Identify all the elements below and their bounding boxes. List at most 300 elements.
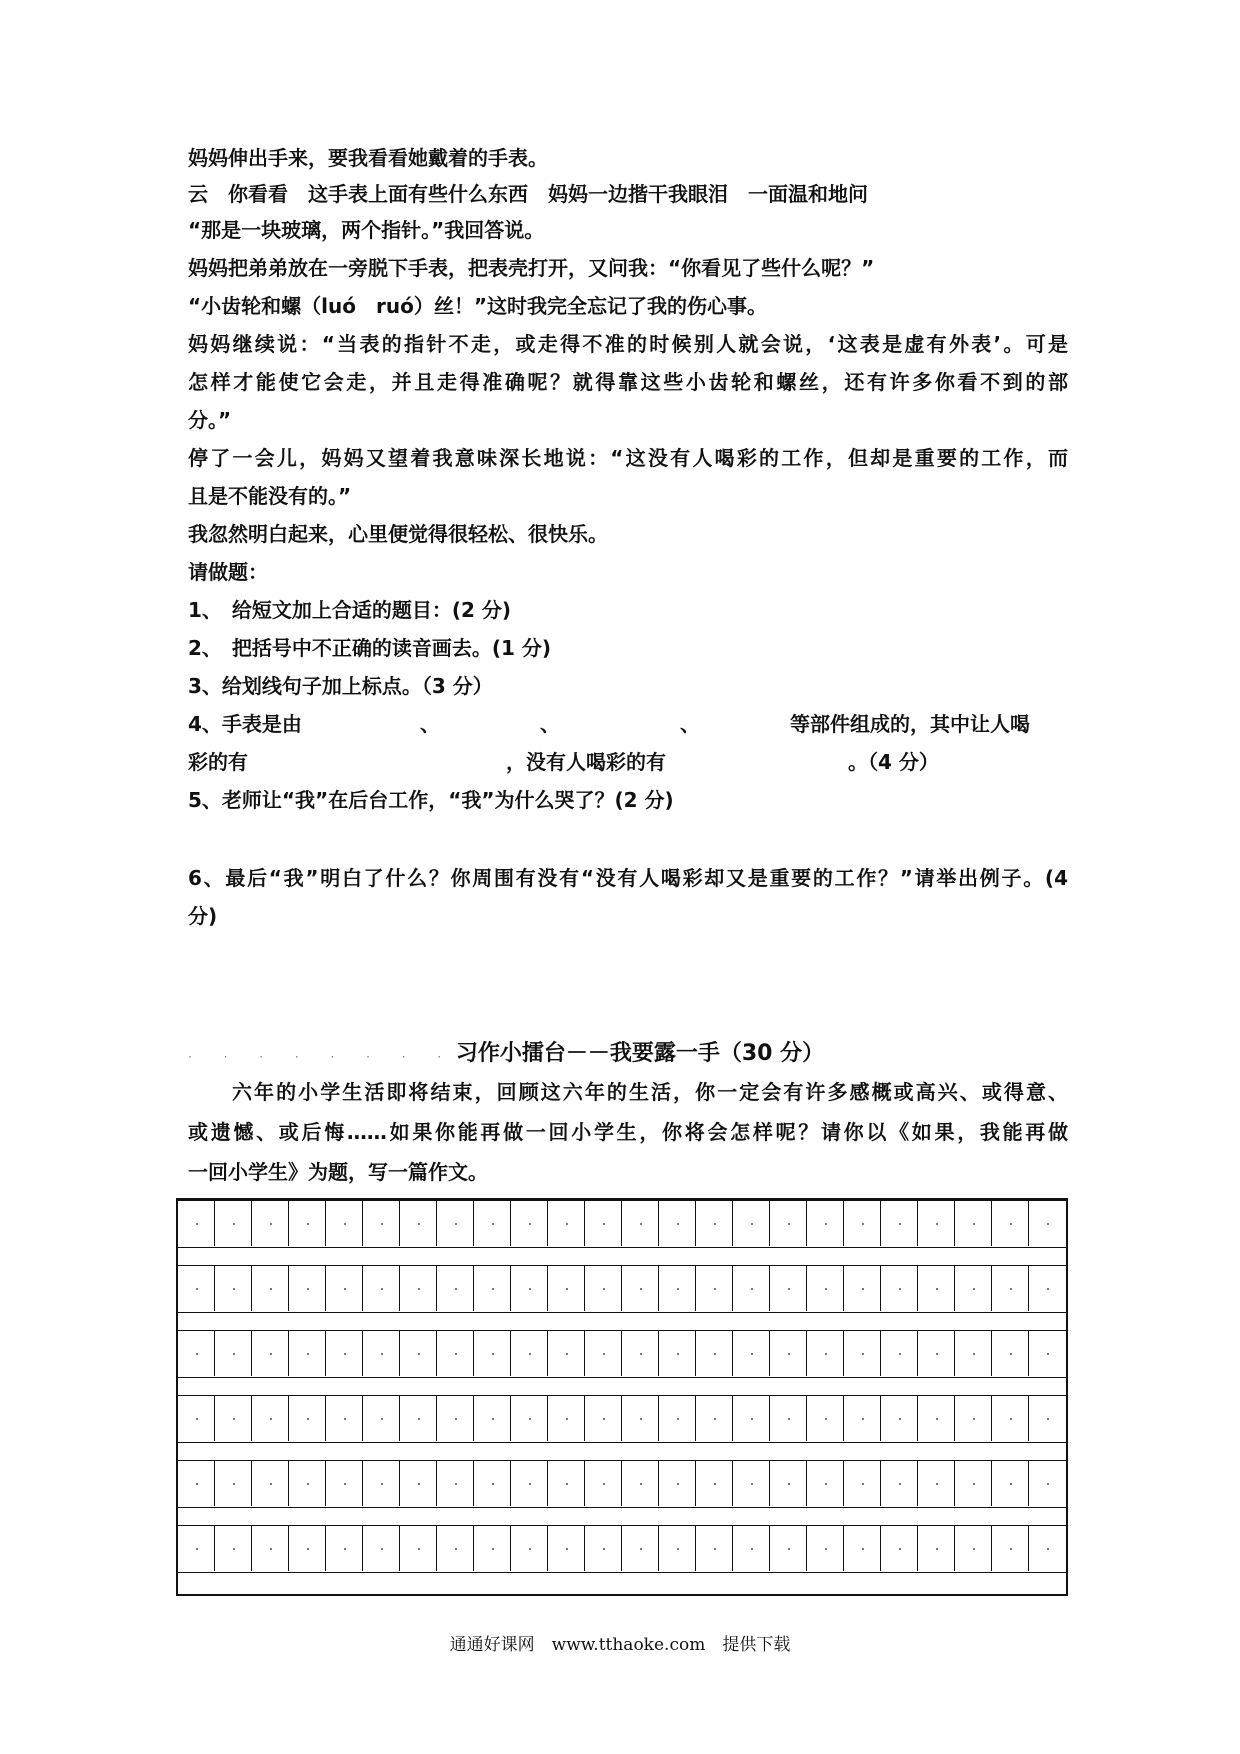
grid-dot bbox=[566, 1418, 568, 1420]
writing-grid-cell[interactable] bbox=[770, 1461, 807, 1506]
grid-dot bbox=[788, 1418, 790, 1420]
writing-grid-cell[interactable] bbox=[326, 1331, 363, 1376]
writing-grid-cell[interactable] bbox=[363, 1396, 400, 1441]
writing-grid-cell[interactable] bbox=[400, 1526, 437, 1571]
writing-grid-cell[interactable] bbox=[511, 1461, 548, 1506]
writing-grid-cell[interactable] bbox=[289, 1201, 326, 1246]
writing-grid-cell[interactable] bbox=[881, 1266, 918, 1311]
writing-grid-cell[interactable] bbox=[992, 1331, 1029, 1376]
grid-dot bbox=[492, 1223, 494, 1225]
grid-dot bbox=[344, 1353, 346, 1355]
writing-grid-cell[interactable] bbox=[474, 1266, 511, 1311]
writing-grid-cell[interactable] bbox=[548, 1266, 585, 1311]
writing-grid-cell[interactable] bbox=[696, 1331, 733, 1376]
writing-grid-cell[interactable] bbox=[659, 1461, 696, 1506]
grid-dot bbox=[270, 1548, 272, 1550]
writing-grid-cell[interactable] bbox=[363, 1526, 400, 1571]
passage-line: 怎样才能使它会走，并且走得准确呢？就得靠这些小齿轮和螺丝，还有许多你看不到的部 bbox=[188, 370, 1068, 394]
question-4-separator: 、 bbox=[540, 712, 560, 736]
writing-grid-cell[interactable] bbox=[881, 1461, 918, 1506]
grid-dot bbox=[936, 1353, 938, 1355]
writing-grid-cell[interactable] bbox=[696, 1461, 733, 1506]
writing-grid[interactable] bbox=[176, 1198, 1068, 1596]
writing-grid-cell[interactable] bbox=[622, 1526, 659, 1571]
writing-grid-cell[interactable] bbox=[215, 1331, 252, 1376]
writing-grid-cell[interactable] bbox=[881, 1396, 918, 1441]
footer: 通通好课网 www.tthaoke.com 提供下载 bbox=[449, 1635, 791, 1655]
grid-dot bbox=[344, 1418, 346, 1420]
grid-dot bbox=[196, 1353, 198, 1355]
writing-grid-cell[interactable] bbox=[252, 1396, 289, 1441]
writing-grid-cell[interactable] bbox=[252, 1461, 289, 1506]
composition-prompt: 六年的小学生活即将结束，回顾这六年的生活，你一定会有许多感概或高兴、或得意、 bbox=[232, 1080, 1068, 1104]
writing-grid-cell[interactable] bbox=[511, 1331, 548, 1376]
leader-dots: · · · · · · · · · bbox=[188, 1050, 491, 1064]
grid-dot bbox=[566, 1288, 568, 1290]
grid-dot bbox=[899, 1548, 901, 1550]
writing-grid-cell[interactable] bbox=[659, 1266, 696, 1311]
writing-grid-cell[interactable] bbox=[252, 1331, 289, 1376]
grid-dot bbox=[196, 1288, 198, 1290]
grid-dot bbox=[1010, 1223, 1012, 1225]
grid-dot bbox=[492, 1288, 494, 1290]
writing-grid-cell[interactable] bbox=[548, 1461, 585, 1506]
grid-dot bbox=[714, 1418, 716, 1420]
grid-dot bbox=[529, 1353, 531, 1355]
writing-grid-cell[interactable] bbox=[1029, 1461, 1066, 1506]
grid-dot bbox=[455, 1548, 457, 1550]
grid-dot bbox=[1047, 1483, 1049, 1485]
writing-grid-cell[interactable] bbox=[252, 1526, 289, 1571]
grid-dot bbox=[233, 1418, 235, 1420]
grid-dot bbox=[233, 1548, 235, 1550]
grid-dot bbox=[640, 1223, 642, 1225]
writing-grid-cell[interactable] bbox=[881, 1201, 918, 1246]
grid-dot bbox=[677, 1483, 679, 1485]
grid-dot bbox=[344, 1288, 346, 1290]
writing-grid-cell[interactable] bbox=[437, 1461, 474, 1506]
writing-grid-cell[interactable] bbox=[622, 1201, 659, 1246]
grid-dot bbox=[455, 1288, 457, 1290]
grid-dot bbox=[603, 1223, 605, 1225]
grid-dot bbox=[1047, 1288, 1049, 1290]
writing-grid-cell[interactable] bbox=[289, 1396, 326, 1441]
writing-grid-cell[interactable] bbox=[326, 1266, 363, 1311]
writing-grid-cell[interactable] bbox=[326, 1201, 363, 1246]
writing-grid-cell[interactable] bbox=[733, 1331, 770, 1376]
writing-grid-cell[interactable] bbox=[918, 1266, 955, 1311]
writing-grid-cell[interactable] bbox=[215, 1201, 252, 1246]
grid-dot bbox=[899, 1353, 901, 1355]
grid-dot bbox=[455, 1353, 457, 1355]
grid-dot bbox=[455, 1483, 457, 1485]
writing-grid-cell[interactable] bbox=[400, 1266, 437, 1311]
writing-grid-row bbox=[178, 1200, 1066, 1248]
grid-dot bbox=[714, 1288, 716, 1290]
grid-dot bbox=[862, 1353, 864, 1355]
writing-grid-cell[interactable] bbox=[548, 1201, 585, 1246]
grid-dot bbox=[825, 1483, 827, 1485]
writing-grid-cell[interactable] bbox=[992, 1266, 1029, 1311]
writing-grid-cell[interactable] bbox=[696, 1396, 733, 1441]
writing-grid-cell[interactable] bbox=[474, 1461, 511, 1506]
writing-grid-cell[interactable] bbox=[844, 1266, 881, 1311]
grid-dot bbox=[640, 1353, 642, 1355]
question-6-cont: 分) bbox=[188, 904, 218, 928]
writing-grid-cell[interactable] bbox=[178, 1331, 215, 1376]
writing-grid-cell[interactable] bbox=[1029, 1331, 1066, 1376]
passage-line: 妈妈把弟弟放在一旁脱下手表，把表壳打开，又问我：“你看见了些什么呢？” bbox=[188, 256, 875, 280]
writing-grid-cell[interactable] bbox=[955, 1396, 992, 1441]
grid-dot bbox=[714, 1483, 716, 1485]
writing-grid-cell[interactable] bbox=[215, 1526, 252, 1571]
grid-dot bbox=[936, 1548, 938, 1550]
writing-grid-cell[interactable] bbox=[437, 1331, 474, 1376]
grid-dot bbox=[714, 1353, 716, 1355]
writing-grid-cell[interactable] bbox=[696, 1201, 733, 1246]
writing-grid-cell[interactable] bbox=[622, 1461, 659, 1506]
writing-grid-cell[interactable] bbox=[548, 1526, 585, 1571]
grid-dot bbox=[751, 1223, 753, 1225]
grid-dot bbox=[418, 1288, 420, 1290]
grid-dot bbox=[307, 1353, 309, 1355]
grid-dot bbox=[233, 1223, 235, 1225]
writing-grid-cell[interactable] bbox=[733, 1461, 770, 1506]
grid-dot bbox=[862, 1548, 864, 1550]
writing-grid-cell[interactable] bbox=[918, 1396, 955, 1441]
writing-grid-cell[interactable] bbox=[585, 1266, 622, 1311]
writing-grid-cell[interactable] bbox=[585, 1461, 622, 1506]
writing-grid-cell[interactable] bbox=[696, 1266, 733, 1311]
grid-dot bbox=[825, 1288, 827, 1290]
grid-dot bbox=[418, 1548, 420, 1550]
grid-dot bbox=[788, 1483, 790, 1485]
composition-prompt: 或遗憾、或后悔……如果你能再做一回小学生，你将会怎样呢？请你以《如果，我能再做 bbox=[188, 1120, 1068, 1144]
writing-grid-cell[interactable] bbox=[400, 1201, 437, 1246]
grid-dot bbox=[862, 1418, 864, 1420]
passage-line: “那是一块玻璃，两个指针。”我回答说。 bbox=[188, 218, 545, 242]
question-1: 1、 给短文加上合适的题目：(2 分) bbox=[188, 598, 512, 622]
grid-dot bbox=[307, 1288, 309, 1290]
composition-prompt: 一回小学生》为题，写一篇作文。 bbox=[188, 1160, 488, 1184]
writing-grid-cell[interactable] bbox=[955, 1331, 992, 1376]
grid-dot bbox=[825, 1418, 827, 1420]
writing-grid-cell[interactable] bbox=[585, 1526, 622, 1571]
grid-dot bbox=[640, 1288, 642, 1290]
grid-dot bbox=[640, 1548, 642, 1550]
writing-grid-cell[interactable] bbox=[992, 1201, 1029, 1246]
grid-dot bbox=[492, 1353, 494, 1355]
writing-grid-cell[interactable] bbox=[363, 1266, 400, 1311]
writing-grid-cell[interactable] bbox=[178, 1526, 215, 1571]
grid-dot bbox=[899, 1483, 901, 1485]
grid-dot bbox=[307, 1548, 309, 1550]
writing-grid-cell[interactable] bbox=[807, 1331, 844, 1376]
writing-grid-cell[interactable] bbox=[807, 1461, 844, 1506]
grid-dot bbox=[936, 1288, 938, 1290]
writing-grid-cell[interactable] bbox=[326, 1461, 363, 1506]
grid-dot bbox=[936, 1418, 938, 1420]
writing-grid-cell[interactable] bbox=[622, 1266, 659, 1311]
grid-dot bbox=[825, 1353, 827, 1355]
grid-dot bbox=[307, 1223, 309, 1225]
writing-grid-cell[interactable] bbox=[252, 1201, 289, 1246]
writing-grid-cell[interactable] bbox=[215, 1266, 252, 1311]
grid-dot bbox=[233, 1353, 235, 1355]
writing-grid-cell[interactable] bbox=[363, 1201, 400, 1246]
writing-grid-cell[interactable] bbox=[844, 1396, 881, 1441]
grid-dot bbox=[1010, 1548, 1012, 1550]
question-6: 6、最后“我”明白了什么？你周围有没有“没有人喝彩却又是重要的工作？”请举出例子。(4 bbox=[188, 866, 1068, 890]
writing-grid-cell[interactable] bbox=[992, 1526, 1029, 1571]
writing-grid-cell[interactable] bbox=[918, 1201, 955, 1246]
grid-dot bbox=[640, 1483, 642, 1485]
grid-dot bbox=[196, 1418, 198, 1420]
grid-dot bbox=[751, 1548, 753, 1550]
grid-dot bbox=[270, 1353, 272, 1355]
writing-grid-cell[interactable] bbox=[215, 1396, 252, 1441]
writing-grid-cell[interactable] bbox=[252, 1266, 289, 1311]
writing-grid-cell[interactable] bbox=[289, 1266, 326, 1311]
grid-dot bbox=[677, 1418, 679, 1420]
grid-dot bbox=[529, 1288, 531, 1290]
writing-grid-cell[interactable] bbox=[770, 1201, 807, 1246]
writing-grid-cell[interactable] bbox=[474, 1526, 511, 1571]
grid-dot bbox=[640, 1418, 642, 1420]
grid-dot bbox=[529, 1548, 531, 1550]
writing-grid-cell[interactable] bbox=[659, 1331, 696, 1376]
grid-dot bbox=[603, 1288, 605, 1290]
passage-line: “小齿轮和螺（luó ruó）丝！”这时我完全忘记了我的伤心事。 bbox=[188, 294, 767, 318]
composition-title: 习作小擂台－－我要露一手（30 分） bbox=[455, 1041, 825, 1066]
writing-grid-cell[interactable] bbox=[955, 1461, 992, 1506]
grid-dot bbox=[381, 1418, 383, 1420]
writing-grid-cell[interactable] bbox=[474, 1331, 511, 1376]
grid-dot bbox=[1010, 1418, 1012, 1420]
writing-grid-row bbox=[178, 1330, 1066, 1378]
grid-dot bbox=[751, 1288, 753, 1290]
writing-grid-cell[interactable] bbox=[918, 1526, 955, 1571]
writing-grid-cell[interactable] bbox=[437, 1201, 474, 1246]
writing-grid-cell[interactable] bbox=[659, 1201, 696, 1246]
writing-grid-cell[interactable] bbox=[289, 1461, 326, 1506]
writing-grid-cell[interactable] bbox=[881, 1331, 918, 1376]
writing-grid-cell[interactable] bbox=[437, 1396, 474, 1441]
writing-grid-cell[interactable] bbox=[511, 1526, 548, 1571]
writing-grid-cell[interactable] bbox=[807, 1201, 844, 1246]
writing-grid-cell[interactable] bbox=[844, 1461, 881, 1506]
grid-dot bbox=[899, 1223, 901, 1225]
grid-dot bbox=[1010, 1288, 1012, 1290]
passage-line: 妈妈继续说：“当表的指针不走，或走得不准的时候别人就会说，‘这表是虚有外表’。可是 bbox=[188, 332, 1068, 356]
grid-dot bbox=[566, 1353, 568, 1355]
grid-dot bbox=[344, 1548, 346, 1550]
grid-dot bbox=[566, 1548, 568, 1550]
question-2: 2、 把括号中不正确的读音画去。(1 分) bbox=[188, 636, 552, 660]
writing-grid-cell[interactable] bbox=[585, 1331, 622, 1376]
writing-grid-cell[interactable] bbox=[955, 1526, 992, 1571]
grid-dot bbox=[270, 1483, 272, 1485]
grid-dot bbox=[270, 1223, 272, 1225]
writing-grid-cell[interactable] bbox=[437, 1266, 474, 1311]
grid-dot bbox=[492, 1418, 494, 1420]
grid-dot bbox=[233, 1288, 235, 1290]
writing-grid-cell[interactable] bbox=[733, 1526, 770, 1571]
grid-dot bbox=[344, 1223, 346, 1225]
writing-grid-cell[interactable] bbox=[659, 1396, 696, 1441]
questions-header: 请做题： bbox=[188, 560, 268, 584]
passage-line: 分。” bbox=[188, 408, 232, 432]
grid-dot bbox=[1010, 1353, 1012, 1355]
writing-grid-cell[interactable] bbox=[733, 1396, 770, 1441]
writing-grid-cell[interactable] bbox=[363, 1331, 400, 1376]
grid-dot bbox=[973, 1418, 975, 1420]
grid-dot bbox=[973, 1483, 975, 1485]
writing-grid-cell[interactable] bbox=[844, 1331, 881, 1376]
writing-grid-cell[interactable] bbox=[770, 1266, 807, 1311]
writing-grid-cell[interactable] bbox=[178, 1201, 215, 1246]
writing-grid-cell[interactable] bbox=[622, 1396, 659, 1441]
writing-grid-cell[interactable] bbox=[918, 1331, 955, 1376]
grid-dot bbox=[381, 1483, 383, 1485]
writing-grid-row bbox=[178, 1525, 1066, 1573]
grid-dot bbox=[270, 1418, 272, 1420]
writing-grid-cell[interactable] bbox=[400, 1396, 437, 1441]
writing-grid-cell[interactable] bbox=[400, 1331, 437, 1376]
writing-grid-cell[interactable] bbox=[511, 1201, 548, 1246]
passage-line: 妈妈伸出手来，要我看看她戴着的手表。 bbox=[188, 146, 548, 170]
writing-grid-cell[interactable] bbox=[622, 1331, 659, 1376]
grid-dot bbox=[788, 1288, 790, 1290]
writing-grid-cell[interactable] bbox=[511, 1396, 548, 1441]
writing-grid-cell[interactable] bbox=[215, 1461, 252, 1506]
grid-dot bbox=[418, 1483, 420, 1485]
writing-grid-cell[interactable] bbox=[881, 1526, 918, 1571]
grid-dot bbox=[492, 1483, 494, 1485]
passage-line: 我忽然明白起来，心里便觉得很轻松、很快乐。 bbox=[188, 522, 608, 546]
grid-dot bbox=[270, 1288, 272, 1290]
writing-grid-cell[interactable] bbox=[992, 1461, 1029, 1506]
writing-grid-cell[interactable] bbox=[955, 1201, 992, 1246]
writing-grid-cell[interactable] bbox=[992, 1396, 1029, 1441]
grid-dot bbox=[973, 1353, 975, 1355]
question-4-score: 。（4 分） bbox=[848, 750, 939, 774]
question-4-line2-mid: ，没有人喝彩的有 bbox=[506, 750, 666, 774]
writing-grid-cell[interactable] bbox=[363, 1461, 400, 1506]
grid-dot bbox=[1047, 1418, 1049, 1420]
writing-grid-cell[interactable] bbox=[1029, 1396, 1066, 1441]
passage-line-unpunctuated: 云 你看看 这手表上面有些什么东西 妈妈一边揩干我眼泪 一面温和地问 bbox=[188, 182, 868, 206]
question-4-line2: 彩的有 bbox=[188, 750, 248, 774]
grid-dot bbox=[233, 1483, 235, 1485]
writing-grid-cell[interactable] bbox=[1029, 1526, 1066, 1571]
writing-grid-cell[interactable] bbox=[178, 1461, 215, 1506]
writing-grid-cell[interactable] bbox=[474, 1201, 511, 1246]
writing-grid-cell[interactable] bbox=[400, 1461, 437, 1506]
grid-dot bbox=[899, 1418, 901, 1420]
question-3: 3、给划线句子加上标点。（3 分） bbox=[188, 674, 493, 698]
writing-grid-cell[interactable] bbox=[548, 1396, 585, 1441]
grid-dot bbox=[529, 1483, 531, 1485]
grid-dot bbox=[973, 1288, 975, 1290]
grid-dot bbox=[381, 1353, 383, 1355]
grid-dot bbox=[862, 1288, 864, 1290]
writing-grid-cell[interactable] bbox=[770, 1396, 807, 1441]
writing-grid-cell[interactable] bbox=[807, 1526, 844, 1571]
writing-grid-cell[interactable] bbox=[807, 1396, 844, 1441]
grid-dot bbox=[714, 1223, 716, 1225]
grid-dot bbox=[529, 1223, 531, 1225]
grid-dot bbox=[307, 1483, 309, 1485]
grid-dot bbox=[603, 1548, 605, 1550]
question-5: 5、老师让“我”在后台工作，“我”为什么哭了？(2 分) bbox=[188, 788, 674, 812]
question-4-start: 4、手表是由 bbox=[188, 712, 302, 736]
writing-grid-cell[interactable] bbox=[178, 1266, 215, 1311]
writing-grid-cell[interactable] bbox=[770, 1331, 807, 1376]
writing-grid-cell[interactable] bbox=[548, 1331, 585, 1376]
writing-grid-cell[interactable] bbox=[918, 1461, 955, 1506]
writing-grid-cell[interactable] bbox=[289, 1526, 326, 1571]
passage-line: 且是不能没有的。” bbox=[188, 484, 352, 508]
writing-grid-cell[interactable] bbox=[1029, 1201, 1066, 1246]
grid-dot bbox=[566, 1223, 568, 1225]
grid-dot bbox=[418, 1223, 420, 1225]
grid-dot bbox=[455, 1418, 457, 1420]
grid-dot bbox=[751, 1483, 753, 1485]
grid-dot bbox=[381, 1223, 383, 1225]
grid-dot bbox=[344, 1483, 346, 1485]
writing-grid-cell[interactable] bbox=[1029, 1266, 1066, 1311]
writing-grid-cell[interactable] bbox=[326, 1396, 363, 1441]
grid-dot bbox=[1047, 1223, 1049, 1225]
grid-dot bbox=[714, 1548, 716, 1550]
writing-grid-cell[interactable] bbox=[807, 1266, 844, 1311]
writing-grid-cell[interactable] bbox=[844, 1526, 881, 1571]
grid-dot bbox=[677, 1223, 679, 1225]
writing-grid-cell[interactable] bbox=[955, 1266, 992, 1311]
grid-dot bbox=[973, 1548, 975, 1550]
grid-dot bbox=[381, 1548, 383, 1550]
grid-dot bbox=[751, 1418, 753, 1420]
writing-grid-cell[interactable] bbox=[733, 1201, 770, 1246]
grid-dot bbox=[307, 1418, 309, 1420]
grid-dot bbox=[492, 1548, 494, 1550]
writing-grid-cell[interactable] bbox=[178, 1396, 215, 1441]
writing-grid-cell[interactable] bbox=[585, 1201, 622, 1246]
writing-grid-cell[interactable] bbox=[659, 1526, 696, 1571]
writing-grid-cell[interactable] bbox=[770, 1526, 807, 1571]
writing-grid-cell[interactable] bbox=[844, 1201, 881, 1246]
writing-grid-cell[interactable] bbox=[511, 1266, 548, 1311]
writing-grid-cell[interactable] bbox=[696, 1526, 733, 1571]
grid-dot bbox=[751, 1353, 753, 1355]
writing-grid-cell[interactable] bbox=[474, 1396, 511, 1441]
writing-grid-cell[interactable] bbox=[733, 1266, 770, 1311]
grid-dot bbox=[381, 1288, 383, 1290]
grid-dot bbox=[862, 1483, 864, 1485]
grid-dot bbox=[825, 1223, 827, 1225]
passage-line: 停了一会儿，妈妈又望着我意味深长地说：“这没有人喝彩的工作，但却是重要的工作，而 bbox=[188, 446, 1068, 470]
writing-grid-row bbox=[178, 1265, 1066, 1313]
grid-dot bbox=[566, 1483, 568, 1485]
writing-grid-cell[interactable] bbox=[437, 1526, 474, 1571]
grid-dot bbox=[825, 1548, 827, 1550]
grid-dot bbox=[862, 1223, 864, 1225]
grid-dot bbox=[196, 1223, 198, 1225]
writing-grid-cell[interactable] bbox=[326, 1526, 363, 1571]
writing-grid-cell[interactable] bbox=[289, 1331, 326, 1376]
writing-grid-cell[interactable] bbox=[585, 1396, 622, 1441]
